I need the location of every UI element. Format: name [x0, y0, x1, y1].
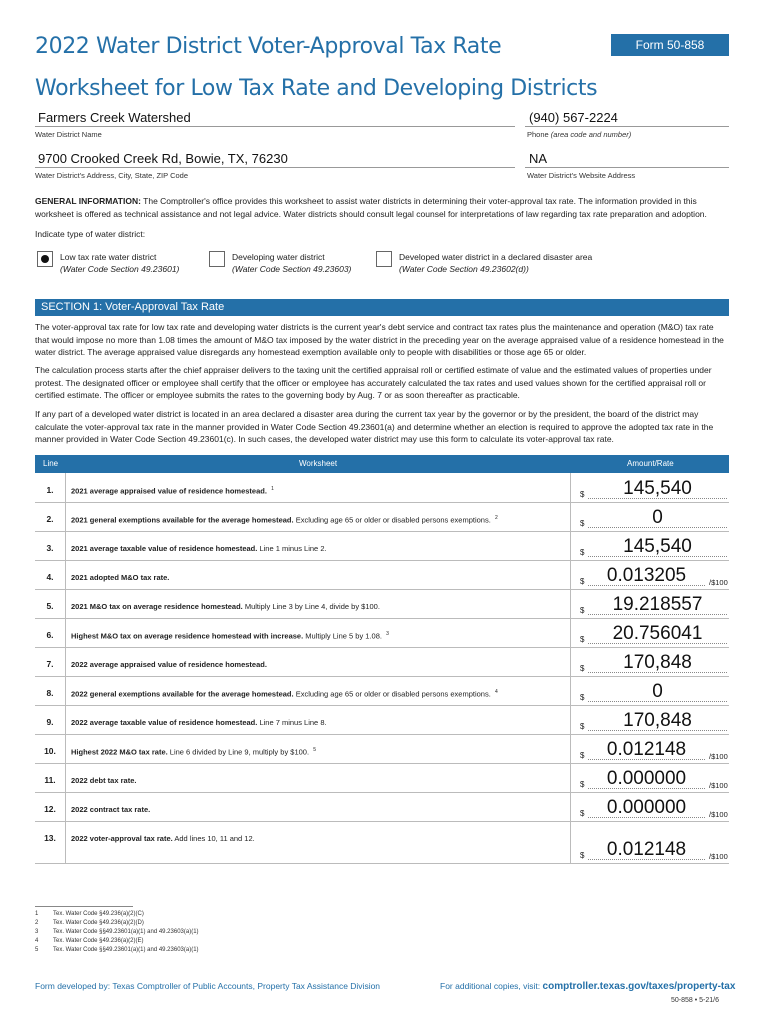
- table-row: [35, 560, 729, 590]
- form-subtitle: Worksheet for Low Tax Rate and Developing Districts: [35, 76, 598, 101]
- amount-value[interactable]: 19.218557: [612, 594, 703, 615]
- column-divider: [570, 531, 571, 560]
- amount-value[interactable]: 0.013205: [606, 565, 687, 586]
- line-number: 3.: [46, 543, 54, 553]
- table-row: [35, 589, 729, 619]
- column-divider: [65, 734, 66, 763]
- phone-value[interactable]: (940) 567-2224: [529, 110, 618, 125]
- line-number: 7.: [46, 659, 54, 669]
- column-divider: [65, 589, 66, 618]
- developed-disaster-checkbox[interactable]: [376, 251, 392, 267]
- col-line-header: Line: [43, 459, 59, 468]
- amount-value[interactable]: 20.756041: [612, 623, 703, 644]
- column-divider: [570, 821, 571, 863]
- district-name-label: Water District Name: [35, 130, 102, 139]
- column-divider: [65, 473, 66, 502]
- amount-value[interactable]: 145,540: [623, 478, 692, 499]
- column-divider: [65, 676, 66, 705]
- column-divider: [65, 560, 66, 589]
- developed-disaster-label: Developed water district in a declared disaster area (Water Code Section 49.23602(d)): [399, 252, 593, 274]
- dollar-sign: $: [580, 548, 585, 557]
- worksheet-table-header: [35, 455, 729, 473]
- line-number: 4.: [46, 572, 54, 582]
- website-label: Water District's Website Address: [527, 171, 636, 180]
- table-row: [35, 676, 729, 706]
- line-number: 12.: [44, 804, 56, 814]
- address-label: Water District's Address, City, State, ZIP Code: [35, 171, 189, 180]
- line-description: Highest 2022 M&O tax rate. Line 6 divided by Line 9, multiply by $100. $^5$: [71, 747, 316, 757]
- dollar-sign: $: [580, 577, 585, 586]
- line-description: 2022 average taxable value of residence homestead. Line 7 minus Line 8.: [71, 718, 327, 727]
- amount-value[interactable]: 0: [652, 507, 663, 528]
- table-row: [35, 618, 729, 648]
- dollar-sign: $: [580, 751, 585, 760]
- line-description: 2021 M&O tax on average residence homestead. Multiply Line 3 by Line 4, divide by $100.: [71, 602, 380, 611]
- footnote-ref: 1: [271, 486, 274, 492]
- form-number-badge: Form 50-858: [611, 34, 729, 56]
- footnote-ref: 3: [386, 631, 389, 637]
- amount-value[interactable]: 0.000000: [606, 797, 687, 818]
- line-number: 10.: [44, 746, 56, 756]
- form-revision-code: 50-858 • 5-21/6: [671, 997, 719, 1004]
- dollar-sign: $: [580, 606, 585, 615]
- section-1-header: SECTION 1: Voter-Approval Tax Rate: [35, 299, 729, 316]
- section-1-para-1: The voter-approval tax rate for low tax rate and developing water districts is the current year's debt service and contract tax rates plus the maintenance and operation (M&O) tax rate that would impose no more than 1.08 times the amount of M&O tax imposed by the water district in the preceding year on the average appraised value of a residence homestead in the water district. The average appraised value disregards any homestead exemption available only to people with disabilities or those age 65 or older.: [35, 322, 724, 357]
- line-description: 2022 general exemptions available for the average homestead. Excluding age 65 or older or disabled persons exemptions. $^4$: [71, 689, 498, 699]
- dollar-sign: $: [580, 490, 585, 499]
- dollar-sign: $: [580, 809, 585, 818]
- low-tax-rate-checkbox[interactable]: [37, 251, 53, 267]
- footnotes: [35, 910, 199, 955]
- column-divider: [570, 560, 571, 589]
- table-row: [35, 763, 729, 793]
- footnote: 2 Tex. Water Code §49.236(a)(2)(D): [35, 920, 144, 926]
- district-type-prompt: Indicate type of water district:: [35, 229, 146, 239]
- line-description: Highest M&O tax on average residence homestead with increase. Multiply Line 5 by 1.08. $^3$: [71, 631, 389, 641]
- column-divider: [570, 502, 571, 531]
- column-divider: [570, 676, 571, 705]
- table-row: [35, 473, 729, 503]
- dollar-sign: $: [580, 635, 585, 644]
- line-number: 2.: [46, 514, 54, 524]
- amount-value[interactable]: 0: [652, 681, 663, 702]
- footnote-ref: 5: [313, 747, 316, 753]
- amount-value[interactable]: 170,848: [623, 652, 692, 673]
- website-value[interactable]: NA: [529, 151, 548, 166]
- rate-unit: /$100: [709, 752, 728, 761]
- column-divider: [65, 821, 66, 863]
- district-name-line: [35, 126, 515, 127]
- footnote: 1 Tex. Water Code §49.236(a)(2)(C): [35, 911, 144, 917]
- website-line: [525, 167, 729, 168]
- line-description: 2021 average taxable value of residence homestead. Line 1 minus Line 2.: [71, 544, 327, 553]
- table-row: [35, 531, 729, 561]
- section-1-para-2: The calculation process starts after the chief appraiser delivers to the taxing unit the certified appraisal roll or certified estimate of value and the estimated values of properties under protest. The designated officer or employee shall certify that the officer or employee has accurately calculated the tax rates and used values shown for the certified appraisal roll or certified estimate. The officer or employee submits the rates to the governing body by Aug. 7 or as soon thereafter as practicable.: [35, 365, 712, 400]
- amount-value[interactable]: 170,848: [623, 710, 692, 731]
- column-divider: [570, 618, 571, 647]
- footer-copies: For additional copies, visit: comptroller.texas.gov/taxes/property-tax: [440, 981, 736, 992]
- dollar-sign: $: [580, 693, 585, 702]
- column-divider: [65, 531, 66, 560]
- column-divider: [65, 763, 66, 792]
- column-divider: [570, 589, 571, 618]
- rate-unit: /$100: [709, 810, 728, 819]
- dollar-sign: $: [580, 519, 585, 528]
- developing-district-label: Developing water district (Water Code Section 49.23603): [232, 252, 352, 274]
- district-name-value[interactable]: Farmers Creek Watershed: [38, 110, 191, 125]
- phone-line: [525, 126, 729, 127]
- footnote: 5 Tex. Water Code §§49.23601(a)(1) and 49.23603(a)(1): [35, 947, 199, 953]
- form-title: 2022 Water District Voter-Approval Tax Rate: [35, 34, 502, 59]
- rate-unit: /$100: [709, 578, 728, 587]
- line-number: 1.: [46, 485, 54, 495]
- comptroller-link[interactable]: comptroller.texas.gov/taxes/property-tax: [542, 981, 736, 992]
- line-description: 2022 average appraised value of residence homestead.: [71, 660, 267, 669]
- rate-unit: /$100: [709, 852, 728, 861]
- column-divider: [570, 705, 571, 734]
- general-information: GENERAL INFORMATION: The Comptroller's office provides this worksheet to assist water districts in determining their voter-approval tax rate. The information provided in this worksheet is offered as technical assistance and not legal advice. Water districts should consult legal counsel for interpretations of law regarding tax rate preparation and adoption.: [35, 196, 707, 219]
- column-divider: [65, 705, 66, 734]
- footer-developed-by: Form developed by: Texas Comptroller of Public Accounts, Property Tax Assistance Division: [35, 981, 381, 991]
- column-divider: [65, 647, 66, 676]
- low-tax-rate-label: Low tax rate water district (Water Code Section 49.23601): [60, 252, 180, 274]
- line-description: 2022 voter-approval tax rate. Add lines 10, 11 and 12.: [71, 834, 255, 843]
- dollar-sign: $: [580, 851, 585, 860]
- line-description: 2022 contract tax rate.: [71, 805, 151, 814]
- amount-value[interactable]: 0.000000: [606, 768, 687, 789]
- line-number: 13.: [44, 833, 56, 843]
- footnote-ref: 2: [494, 515, 498, 521]
- column-divider: [570, 734, 571, 763]
- footnote-divider: [35, 906, 133, 907]
- table-row: [35, 734, 729, 764]
- table-row: [35, 502, 729, 532]
- line-number: 6.: [46, 630, 54, 640]
- section-1-para-3: If any part of a developed water district is located in an area declared a disaster area during the current tax year by the governor or by the president, the board of the district may calculate the voter-approval tax rate in the manner provided in Water Code Section 49.23601(a) and determine whether an election is required to approve the adopted tax rate in the manner provided in Water Code Section 49.23601(c). In such cases, the developed water district may use this form to calculate its voter-approval tax rate.: [35, 409, 714, 444]
- line-description: 2022 debt tax rate.: [71, 776, 137, 785]
- address-line: [35, 167, 515, 168]
- phone-label: Phone (area code and number): [527, 130, 632, 139]
- column-divider: [65, 618, 66, 647]
- dollar-sign: $: [580, 780, 585, 789]
- amount-value[interactable]: 0.012148: [606, 739, 687, 760]
- line-description: 2021 general exemptions available for the average homestead. Excluding age 65 or older or disabled persons exemptions. $^2$: [71, 515, 498, 525]
- line-number: 9.: [46, 717, 54, 727]
- line-number: 11.: [44, 775, 56, 785]
- table-row: [35, 821, 729, 864]
- table-row: [35, 647, 729, 677]
- table-row: [35, 705, 729, 735]
- column-divider: [570, 473, 571, 502]
- line-number: 5.: [46, 601, 54, 611]
- footnote: 4 Tex. Water Code §49.236(a)(2)(E): [35, 938, 144, 944]
- column-divider: [570, 792, 571, 821]
- table-row: [35, 792, 729, 822]
- col-amount-header: Amount/Rate: [627, 459, 674, 468]
- address-value[interactable]: 9700 Crooked Creek Rd, Bowie, TX, 76230: [38, 151, 288, 166]
- developing-district-checkbox[interactable]: [209, 251, 225, 267]
- line-description: 2021 average appraised value of residence homestead. $^1$: [71, 486, 274, 496]
- footnote: 3 Tex. Water Code §§49.23601(a)(1) and 49.23603(a)(1): [35, 929, 199, 935]
- column-divider: [570, 647, 571, 676]
- dollar-sign: $: [580, 722, 585, 731]
- column-divider: [65, 502, 66, 531]
- amount-value[interactable]: 0.012148: [606, 839, 687, 860]
- line-description: 2021 adopted M&O tax rate.: [71, 573, 170, 582]
- footnote-ref: 4: [494, 689, 498, 695]
- line-number: 8.: [46, 688, 54, 698]
- amount-value[interactable]: 145,540: [623, 536, 692, 557]
- column-divider: [65, 792, 66, 821]
- rate-unit: /$100: [709, 781, 728, 790]
- col-worksheet-header: Worksheet: [299, 459, 338, 468]
- dollar-sign: $: [580, 664, 585, 673]
- column-divider: [570, 763, 571, 792]
